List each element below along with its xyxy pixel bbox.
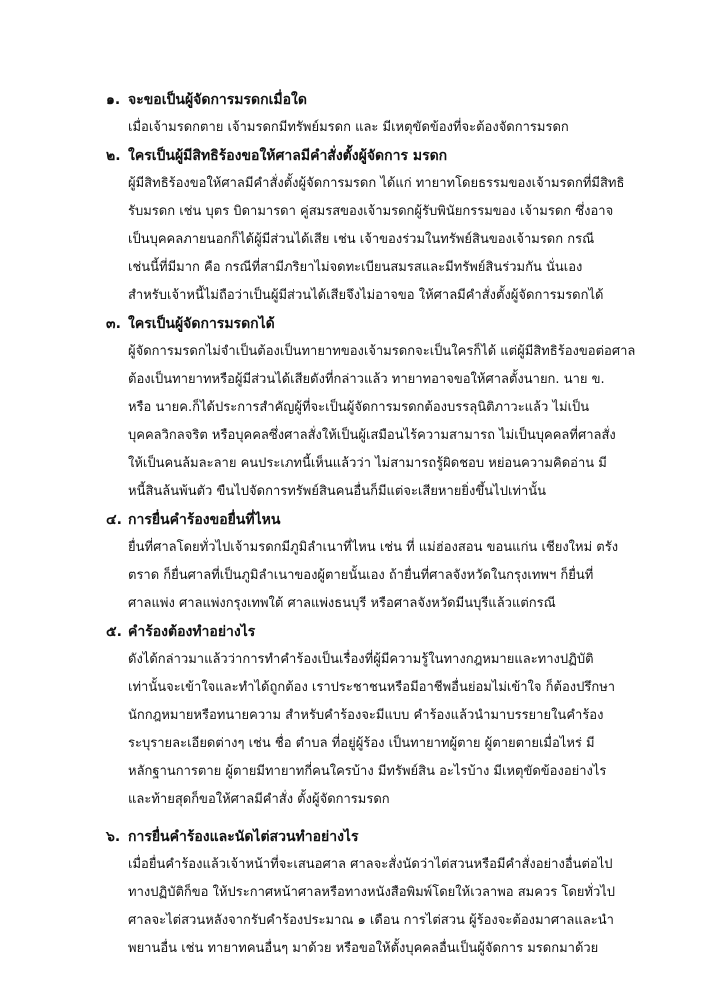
section-heading bbox=[106, 506, 647, 534]
paragraph-line: เมื่อเจ้ามรดกตาย เจ้ามรดกมีทรัพย์มรดก และ มีเหตุขัดข้องที่จะต้องจัดการมรดก bbox=[128, 120, 569, 135]
section-body bbox=[128, 170, 647, 310]
section-body bbox=[128, 851, 647, 963]
paragraph-line: ผู้จัดการมรดกไม่จำเป็นต้องเป็นทายาทของเจ้ามรดกจะเป็นใครก็ได้ แต่ผู้มีสิทธิร้องขอต่อศาล bbox=[128, 344, 636, 359]
paragraph-line: ตราด ก็ยื่นศาลที่เป็นภูมิลำเนาของผู้ตายนั้นเอง ถ้ายื่นที่ศาลจังหวัดในกรุงเทพฯ ก็ยื่นที่ bbox=[128, 568, 594, 583]
section-number: ๔. bbox=[106, 512, 122, 528]
paragraph-line: และท้ายสุดก็ขอให้ศาลมีคำสั่ง ตั้งผู้จัดการมรดก bbox=[128, 792, 390, 807]
section-body bbox=[128, 646, 647, 814]
paragraph-line: หลักฐานการตาย ผู้ตายมีทายาทกี่คนใครบ้าง มีทรัพย์สิน อะไรบ้าง มีเหตุขัดข้องอย่างไร bbox=[128, 764, 607, 779]
paragraph-line: หนี้สินล้นพ้นตัว ขืนไปจัดการทรัพย์สินคนอื่นก็มีแต่จะเสียหายยิ่งขึ้นไปเท่านั้น bbox=[128, 484, 547, 499]
paragraph-line: ยื่นที่ศาลโดยทั่วไปเจ้ามรดกมีภูมิลำเนาที่ไหน เช่น ที่ แม่ฮ่องสอน ขอนแก่น เชียงใหม่ ตรัง bbox=[128, 540, 619, 555]
section-1 bbox=[106, 86, 647, 142]
section-heading bbox=[106, 310, 647, 338]
paragraph-line: เช่นนี้ที่มีมาก คือ กรณีที่สามีภริยาไม่จดทะเบียนสมรสและมีทรัพย์สินร่วมกัน นั่นเอง bbox=[128, 260, 583, 275]
section-number: ๑. bbox=[106, 92, 121, 108]
section-2 bbox=[106, 142, 647, 310]
section-title: จะขอเป็นผู้จัดการมรดกเมื่อใด bbox=[128, 92, 307, 108]
section-3 bbox=[106, 310, 647, 506]
section-body bbox=[128, 534, 647, 618]
section-title: ใครเป็นผู้จัดการมรดกได้ bbox=[128, 316, 275, 332]
section-heading bbox=[106, 618, 647, 646]
paragraph-line: ผู้มีสิทธิร้องขอให้ศาลมีคำสั่งตั้งผู้จัดการมรดก ได้แก่ ทายาทโดยธรรมของเจ้ามรดกที่มีสิทธิ bbox=[128, 176, 625, 191]
section-heading bbox=[106, 86, 647, 114]
section-5 bbox=[106, 618, 647, 814]
section-heading bbox=[106, 823, 647, 851]
paragraph-line: ให้เป็นคนล้มละลาย คนประเภทนี้เห็นแล้วว่า ไม่สามารถรู้ผิดชอบ หย่อนความคิดอ่าน มี bbox=[128, 456, 607, 471]
section-number: ๒. bbox=[106, 148, 121, 164]
section-number: ๓. bbox=[106, 316, 121, 332]
section-body bbox=[128, 338, 647, 506]
section-title: ใครเป็นผู้มีสิทธิร้องขอให้ศาลมีคำสั่งตั้งผู้จัดการ มรดก bbox=[128, 148, 448, 164]
section-number: ๖. bbox=[106, 829, 121, 845]
paragraph-line: ระบุรายละเอียดต่างๆ เช่น ชื่อ ตำบล ที่อยู่ผู้ร้อง เป็นทายาทผู้ตาย ผู้ตายตายเมื่อไหร่ มี bbox=[128, 736, 595, 751]
paragraph-line: หรือ นายค.ก็ได้ประการสำคัญผู้ที่จะเป็นผู้จัดการมรดกต้องบรรลุนิติภาวะแล้ว ไม่เป็น bbox=[128, 400, 590, 415]
paragraph-line: รับมรดก เช่น บุตร บิดามารดา คู่สมรสของเจ้ามรดกผู้รับพินัยกรรมของ เจ้ามรดก ซึ่งอาจ bbox=[128, 204, 614, 219]
paragraph-line: ศาลแพ่ง ศาลแพ่งกรุงเทพใต้ ศาลแพ่งธนบุรี หรือศาลจังหวัดมีนบุรีแล้วแต่กรณี bbox=[128, 596, 556, 611]
paragraph-line: ทางปฏิบัติก็ขอ ให้ประกาศหน้าศาลหรือทางหนังสือพิมพ์โดยให้เวลาพอ สมควร โดยทั่วไป bbox=[128, 885, 616, 900]
paragraph-line: เท่านั้นจะเข้าใจและทำได้ถูกต้อง เราประชาชนหรือมีอาชีพอื่นย่อมไม่เข้าใจ ก็ต้องปรึกษา bbox=[128, 680, 616, 695]
section-number: ๕. bbox=[106, 624, 122, 640]
paragraph-line: บุคคลวิกลจริต หรือบุคคลซึ่งศาลสั่งให้เป็นผู้เสมือนไร้ความสามารถ ไม่เป็นบุคคลที่ศาลสั่ง bbox=[128, 428, 616, 443]
paragraph-line: ต้องเป็นทายาทหรือผู้มีส่วนได้เสียดังที่กล่าวแล้ว ทายาทอาจขอให้ศาลตั้งนายก. นาย ข. bbox=[128, 372, 605, 387]
paragraph-line: นักกฎหมายหรือทนายความ สำหรับคำร้องจะมีแบบ คำร้องแล้วนำมาบรรยายในคำร้อง bbox=[128, 708, 604, 723]
paragraph-line: เมื่อยื่นคำร้องแล้วเจ้าหน้าที่จะเสนอศาล ศาลจะสั่งนัดว่าไต่สวนหรือมีคำสั่งอย่างอื่นต่อไป bbox=[128, 857, 613, 872]
paragraph-line: ดังได้กล่าวมาแล้วว่าการทำคำร้องเป็นเรื่องที่ผู้มีความรู้ในทางกฎหมายและทางปฏิบัติ bbox=[128, 652, 594, 667]
paragraph-line: สำหรับเจ้าหนี้ไม่ถือว่าเป็นผู้มีส่วนได้เสียจึงไม่อาจขอ ให้ศาลมีคำสั่งตั้งผู้จัดการมรดกได้ bbox=[128, 288, 604, 303]
section-title: คำร้องต้องทำอย่างไร bbox=[128, 624, 256, 640]
paragraph-line: ศาลจะไต่สวนหลังจากรับคำร้องประมาณ ๑ เดือน การไต่สวน ผู้ร้องจะต้องมาศาลและนำ bbox=[128, 913, 614, 928]
section-title: การยื่นคำร้องและนัดไต่สวนทำอย่างไร bbox=[128, 829, 359, 845]
section-body bbox=[128, 114, 647, 142]
paragraph-line: เป็นบุคคลภายนอกก็ได้ผู้มีส่วนได้เสีย เช่น เจ้าของร่วมในทรัพย์สินของเจ้ามรดก กรณี bbox=[128, 232, 595, 247]
section-4 bbox=[106, 506, 647, 618]
paragraph-line: พยานอื่น เช่น ทายาทคนอื่นๆ มาด้วย หรือขอให้ตั้งบุคคลอื่นเป็นผู้จัดการ มรดกมาด้วย bbox=[128, 941, 599, 956]
section-title: การยื่นคำร้องขอยื่นที่ไหน bbox=[128, 512, 281, 528]
section-heading bbox=[106, 142, 647, 170]
section-6 bbox=[106, 823, 647, 963]
